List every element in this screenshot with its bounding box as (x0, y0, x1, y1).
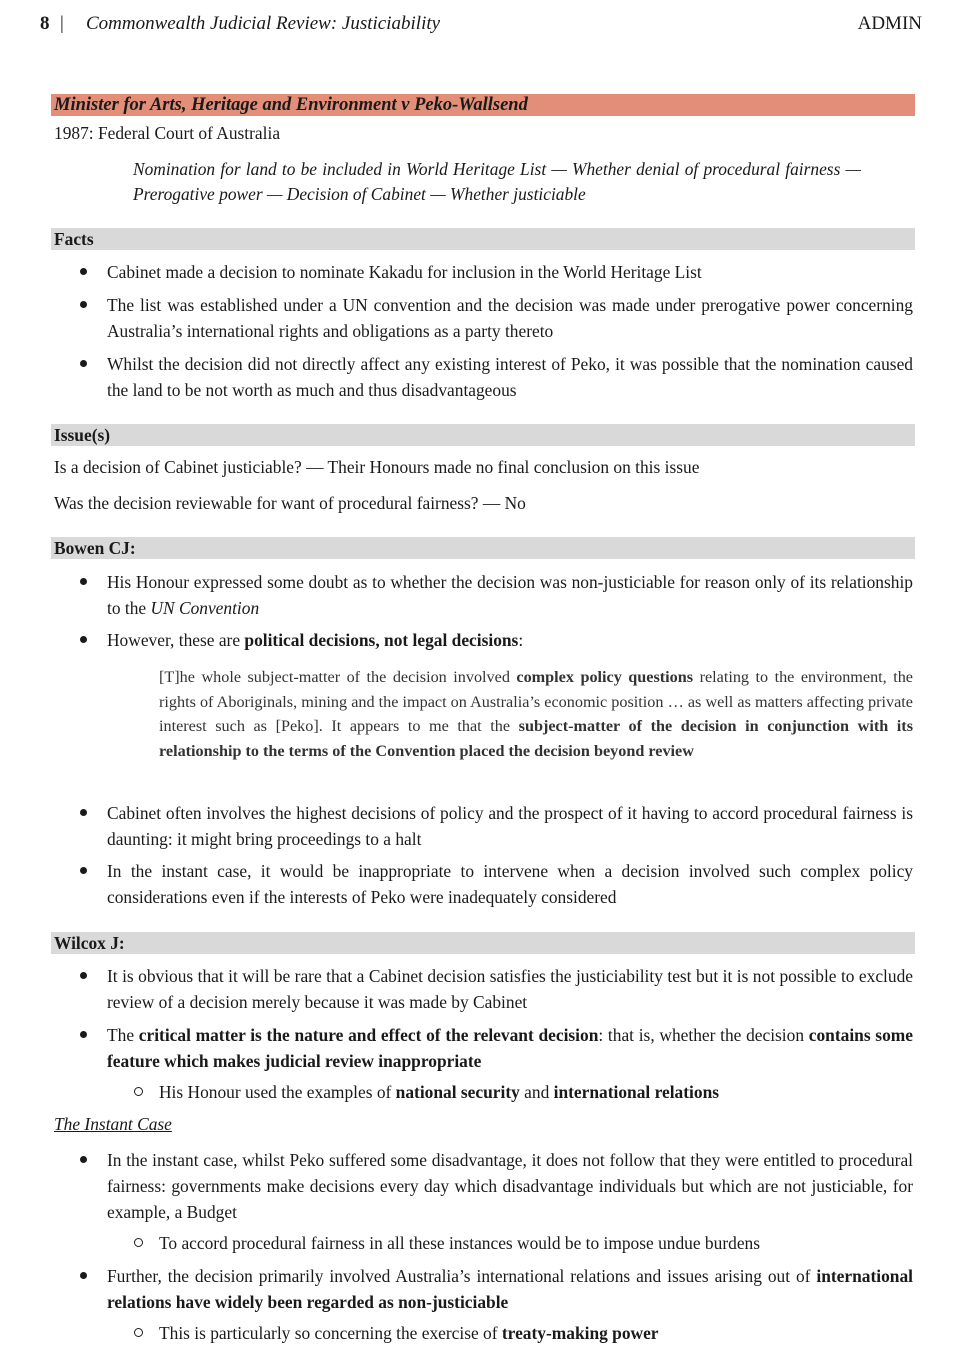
facts-heading-bar (51, 228, 915, 250)
facts-item: The list was established under a UN convention and the decision was made under prerogative power concerning Australia’s international rights and obligations as a party thereto (107, 295, 913, 341)
page-header (40, 13, 922, 43)
header-separator: | (60, 13, 64, 34)
case-court: 1987: Federal Court of Australia (54, 123, 281, 143)
bullet-icon (80, 301, 87, 308)
issue-item: Was the decision reviewable for want of procedural fairness? — No (54, 493, 526, 513)
case-catchwords: Nomination for land to be included in World Heritage List — Whether denial of procedural fairness — Prerogative power — Decision of Cabinet — Whether justiciable (133, 159, 861, 204)
bowen-heading-bar (51, 537, 915, 559)
bullet-icon (80, 972, 87, 979)
bullet-icon (80, 636, 87, 643)
facts-item: Cabinet made a decision to nominate Kakadu for inclusion in the World Heritage List (107, 262, 702, 282)
wilcox-point: It is obvious that it will be rare that a Cabinet decision satisfies the justiciability test but it is not possible to exclude review of a decision merely because it was made by Cabinet (107, 966, 913, 1012)
bowen-point: However, these are political decisions, not legal decisions: (107, 630, 524, 650)
bowen-point: His Honour expressed some doubt as to whether the decision was non-justiciable for reason only of its relationship to the UN Convention (107, 572, 913, 618)
wilcox-heading-bar (51, 932, 915, 954)
bullet-icon (80, 360, 87, 367)
wilcox-heading: Wilcox J: (54, 933, 125, 953)
instant-case-subheading: The Instant Case (54, 1114, 172, 1134)
bullet-icon (80, 1272, 87, 1279)
wilcox-subpoint: This is particularly so concerning the exercise of treaty-making power (159, 1323, 659, 1343)
sub-bullet-icon (134, 1238, 143, 1247)
wilcox-point: Further, the decision primarily involved Australia’s international relations and issues arising out of international relations have widely been regarded as non-justiciable (107, 1266, 913, 1312)
facts-item: Whilst the decision did not directly affect any existing interest of Peko, it was possible that the nomination caused the land to be not worth as much and thus disadvantageous (107, 354, 913, 400)
facts-heading: Facts (54, 229, 94, 249)
bowen-heading: Bowen CJ: (54, 538, 136, 558)
bullet-icon (80, 1031, 87, 1038)
wilcox-subpoint: His Honour used the examples of national security and international relations (159, 1082, 720, 1102)
bullet-icon (80, 578, 87, 585)
bowen-point: In the instant case, it would be inappropriate to intervene when a decision involved such complex policy considerations even if the interests of Peko were inadequately considered (107, 861, 913, 907)
wilcox-point: In the instant case, whilst Peko suffered some disadvantage, it does not follow that they were entitled to procedural fairness: governments make decisions every day which disadvantage individuals but which are not justiciable, for example, a Budget (107, 1150, 913, 1222)
issues-heading: Issue(s) (54, 425, 111, 445)
bowen-quote: [T]he whole subject-matter of the decision involved complex policy questions relating to the environment, the rights of Aboriginals, mining and the impact on Australia’s economic position … as well as matters affecting private interest such as [Peko]. It appears to me that the subject-matter of the decision in conjunction with its relationship to the terms of the Convention placed the decision beyond review (159, 668, 913, 760)
issues-heading-bar (51, 424, 915, 446)
sub-bullet-icon (134, 1087, 143, 1096)
page-number: 8 (40, 13, 50, 34)
wilcox-point: The critical matter is the nature and effect of the relevant decision: that is, whether the decision contains some feature which makes judicial review inappropriate (107, 1025, 913, 1071)
bowen-point: Cabinet often involves the highest decisions of policy and the prospect of it having to accord procedural fairness is daunting: it might bring proceedings to a halt (107, 803, 913, 849)
wilcox-subpoint: To accord procedural fairness in all these instances would be to impose undue burdens (159, 1233, 760, 1253)
case-name: Minister for Arts, Heritage and Environment v Peko-Wallsend (54, 95, 528, 115)
bullet-icon (80, 809, 87, 816)
sub-bullet-icon (134, 1328, 143, 1337)
bullet-icon (80, 867, 87, 874)
header-section-label: ADMIN (857, 13, 922, 34)
bullet-icon (80, 268, 87, 275)
case-name-bar (51, 94, 915, 116)
bullet-icon (80, 1156, 87, 1163)
header-title: Commonwealth Judicial Review: Justiciability (86, 13, 441, 34)
issue-item: Is a decision of Cabinet justiciable? — Their Honours made no final conclusion on this issue (54, 457, 700, 477)
